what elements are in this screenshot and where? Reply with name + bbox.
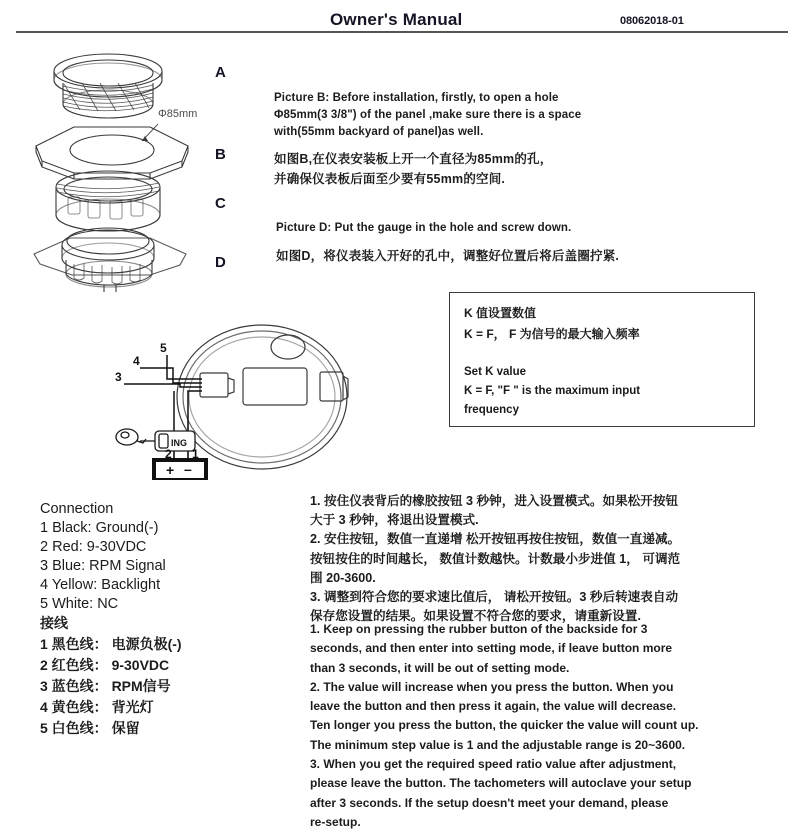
connection-list-cn [40,613,182,739]
instructions-en-line-5: leave the button and then press it again, the value will decrease. [310,699,677,714]
figure-label-d: D [215,254,226,271]
connection-en-item-4: 4 Yellow: Backlight [40,577,161,593]
picture-b-en-line-3: with(55mm backyard of panel)as well. [274,126,484,138]
wire-number-2: 2 [165,447,172,461]
wire-number-1: 1 [192,447,199,461]
svg-text:–: – [184,461,192,477]
connection-cn-item-1: 1 黑色线： 电源负极(-) [40,636,182,652]
page-title: Owner's Manual [330,10,463,29]
connection-cn-item-3: 3 蓝色线： RPM信号 [40,678,171,694]
connection-en-item-1: 1 Black: Ground(-) [40,520,159,536]
instructions-en-line-2: seconds, and then enter into setting mode, if leave button more [310,641,673,656]
instructions-cn-line-1: 1. 按住仪表背后的橡胶按钮 3 秒钟，进入设置模式。如果松开按钮 [310,494,679,508]
figure-label-b: B [215,146,226,163]
battery-symbol [154,460,206,480]
k-value-cn-line-2: K = F， F 为信号的最大输入频率 [464,327,640,341]
instructions-en [310,620,782,832]
connection-cn-title: 接线 [40,615,68,631]
wiring-diagram [110,300,370,480]
instructions-en-line-4: 2. The value will increase when you press the button. When you [310,679,674,694]
connection-cn-item-2: 2 红色线： 9-30VDC [40,657,170,673]
instructions-en-line-9: please leave the button. The tachometers will autoclave your setup [310,776,692,791]
diameter-callout-text: Φ85mm [158,108,198,120]
k-value-box [449,292,755,427]
connection-en-item-2: 2 Red: 9-30VDC [40,539,147,555]
picture-d-cn-line-1: 如图D，将仪表装入开好的孔中，调整好位置后将后盖圈拧紧. [276,249,620,263]
picture-b-text [274,90,581,189]
wire-number-5: 5 [160,341,167,355]
instructions-en-line-10: after 3 seconds. If the setup doesn't meet your demand, please [310,795,669,810]
connection-cn-item-5: 5 白色线： 保留 [40,720,140,736]
k-value-en-line-3: frequency [464,404,519,416]
page-header [0,8,800,38]
wiring-schematic [110,300,370,480]
connection-en-title: Connection [40,501,114,517]
picture-d-en-line-1: Picture D: Put the gauge in the hole and screw down. [276,222,572,234]
instructions-cn-line-5: 围 20-3600. [310,570,376,585]
picture-b-cn-line-1: 如图B,在仪表安装板上开一个直径为85mm的孔， [274,152,553,166]
connection-en-item-3: 3 Blue: RPM Signal [40,558,166,574]
header-divider [16,31,788,33]
instructions-en-line-11: re-setup. [310,814,361,829]
ignition-switch-label: ING [171,438,188,448]
connection-list-en [40,500,166,614]
figure-label-a: A [215,64,226,81]
wire-number-4: 4 [133,354,140,368]
wire-number-3: 3 [115,370,122,384]
instructions-cn-line-7: 保存您设置的结果。如果设置不符合您的要求，请重新设置. [310,609,641,624]
instructions-cn-line-2: 大于 3 秒钟，将退出设置模式. [310,513,479,528]
svg-text:+: + [166,462,175,478]
connection-en-item-5: 5 White: NC [40,596,119,612]
instructions-en-line-7: The minimum step value is 1 and the adjustable range is 20~3600. [310,737,686,752]
instructions-cn-line-3: 2. 安住按钮，数值一直递增 松开按钮再按住按钮，数值一直递减。 [310,532,681,547]
instructions-cn-line-6: 3. 调整到符合您的要求速比值后， 请松开按钮。3 秒后转速表自动 [310,590,679,605]
picture-d-text [276,220,619,266]
k-value-en-line-2: K = F, "F " is the maximum input [464,385,641,397]
instructions-cn-line-4: 按钮按住的时间越长， 数值计数越快。计数最小步进值 1， 可调范 [310,551,681,566]
exploded-view-figures [30,42,270,292]
instructions-en-line-8: 3. When you get the required speed ratio value after adjustment, [310,757,677,772]
k-value-cn-line-1: K 值设置数值 [464,306,537,320]
document-code: 08062018-01 [620,15,684,27]
k-value-spacer [464,345,754,363]
picture-b-en-line-1: Picture B: Before installation, firstly, to open a hole [274,92,559,104]
k-value-en-line-1: Set K value [464,366,526,378]
connection-cn-item-4: 4 黄色线： 背光灯 [40,699,154,715]
picture-b-en-line-2: Φ85mm(3 3/8") of the panel ,make sure there is a space [274,109,582,121]
gauge-assembly-drawing [30,42,270,292]
figure-label-c: C [215,195,226,212]
instructions-en-line-1: 1. Keep on pressing the rubber button of the backside for 3 [310,622,648,636]
instructions-cn [310,492,780,626]
instructions-en-line-3: than 3 seconds, it will be out of setting mode. [310,660,570,675]
picture-b-cn-line-2: 并确保仪表板后面至少要有55mm的空间. [274,172,506,186]
instructions-en-line-6: Ten longer you press the button, the quicker the value will count up. [310,718,699,733]
